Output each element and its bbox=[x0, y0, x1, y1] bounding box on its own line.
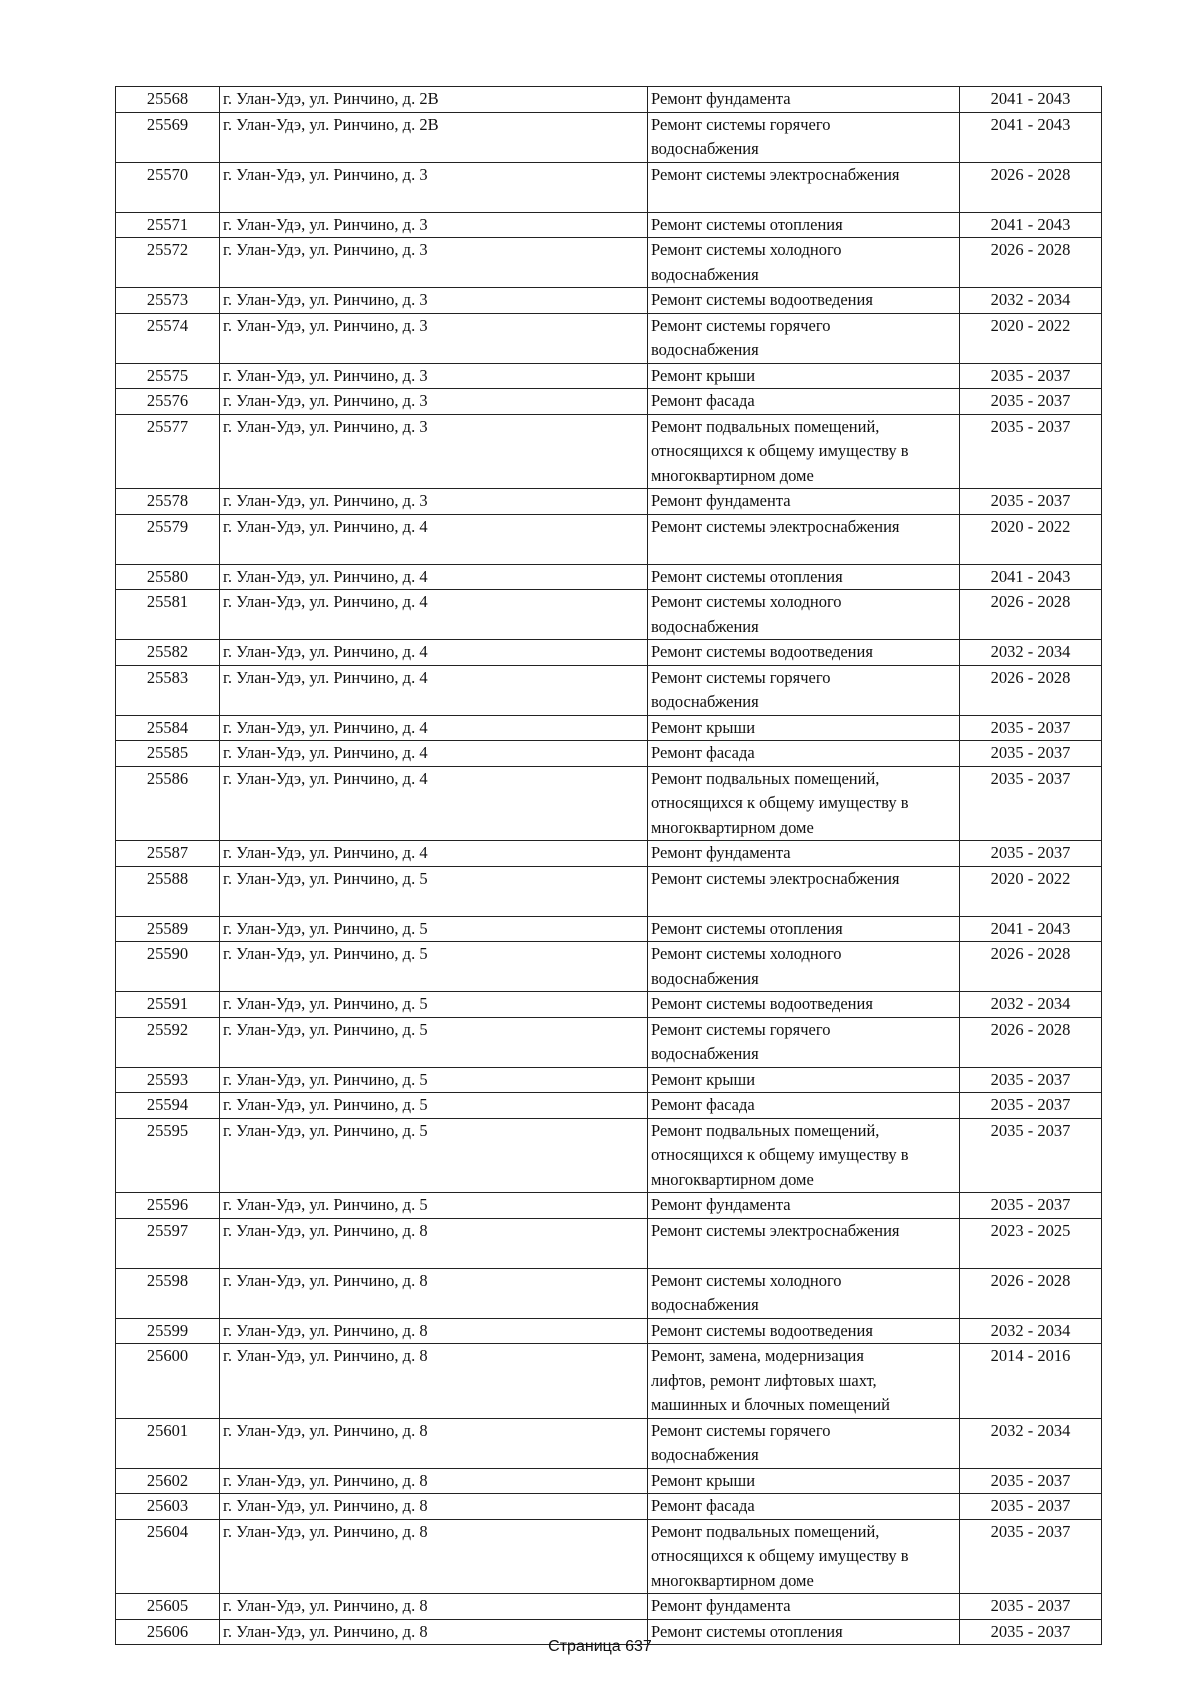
work-type-line: многоквартирном доме bbox=[651, 1169, 814, 1189]
row-number: 25583 bbox=[116, 665, 220, 715]
row-number: 25605 bbox=[116, 1594, 220, 1620]
table-row bbox=[116, 1594, 1102, 1620]
address-cell: г. Улан-Удэ, ул. Ринчино, д. 8 bbox=[220, 1468, 648, 1494]
row-number: 25570 bbox=[116, 162, 220, 212]
work-type-cell bbox=[648, 288, 960, 314]
table-row bbox=[116, 866, 1102, 916]
work-type-line: Ремонт системы электроснабжения bbox=[651, 868, 900, 888]
work-type-cell bbox=[648, 564, 960, 590]
period-cell: 2035 - 2037 bbox=[960, 414, 1102, 489]
table-row bbox=[116, 87, 1102, 113]
address-cell: г. Улан-Удэ, ул. Ринчино, д. 4 bbox=[220, 514, 648, 564]
period-cell: 2026 - 2028 bbox=[960, 942, 1102, 992]
work-type-line: относящихся к общему имуществу в bbox=[651, 1546, 909, 1565]
work-type-line: Ремонт фундамента bbox=[651, 1195, 791, 1214]
row-number: 25595 bbox=[116, 1118, 220, 1193]
period-cell: 2026 - 2028 bbox=[960, 590, 1102, 640]
work-type-line: Ремонт системы отопления bbox=[651, 214, 843, 234]
work-type-cell bbox=[648, 313, 960, 363]
work-type-line: водоснабжения bbox=[651, 1044, 759, 1063]
address-cell: г. Улан-Удэ, ул. Ринчино, д. 5 bbox=[220, 1118, 648, 1193]
work-type-cell bbox=[648, 766, 960, 841]
period-cell: 2035 - 2037 bbox=[960, 389, 1102, 415]
table-row bbox=[116, 489, 1102, 515]
address-cell: г. Улан-Удэ, ул. Ринчино, д. 5 bbox=[220, 1193, 648, 1219]
row-number: 25586 bbox=[116, 766, 220, 841]
table-row bbox=[116, 1118, 1102, 1193]
row-number: 25604 bbox=[116, 1519, 220, 1594]
address-cell: г. Улан-Удэ, ул. Ринчино, д. 5 bbox=[220, 866, 648, 916]
work-type-cell bbox=[648, 1318, 960, 1344]
work-type-cell bbox=[648, 212, 960, 238]
period-cell: 2020 - 2022 bbox=[960, 313, 1102, 363]
work-type-cell bbox=[648, 112, 960, 162]
work-type-cell bbox=[648, 1468, 960, 1494]
row-number: 25594 bbox=[116, 1093, 220, 1119]
row-number: 25568 bbox=[116, 87, 220, 113]
work-type-cell bbox=[648, 1268, 960, 1318]
row-number: 25598 bbox=[116, 1268, 220, 1318]
row-number: 25601 bbox=[116, 1418, 220, 1468]
table-row bbox=[116, 665, 1102, 715]
period-cell: 2035 - 2037 bbox=[960, 1519, 1102, 1594]
work-type-cell bbox=[648, 514, 960, 564]
period-cell: 2035 - 2037 bbox=[960, 741, 1102, 767]
address-cell: г. Улан-Удэ, ул. Ринчино, д. 4 bbox=[220, 564, 648, 590]
work-type-cell bbox=[648, 87, 960, 113]
work-type-line: Ремонт системы холодного bbox=[651, 592, 842, 611]
address-cell: г. Улан-Удэ, ул. Ринчино, д. 8 bbox=[220, 1494, 648, 1520]
address-cell: г. Улан-Удэ, ул. Ринчино, д. 3 bbox=[220, 389, 648, 415]
address-cell: г. Улан-Удэ, ул. Ринчино, д. 8 bbox=[220, 1268, 648, 1318]
table-row bbox=[116, 942, 1102, 992]
period-cell: 2035 - 2037 bbox=[960, 1619, 1102, 1645]
work-type-line: Ремонт крыши bbox=[651, 717, 756, 737]
work-type-cell bbox=[648, 640, 960, 666]
work-type-line: машинных и блочных помещений bbox=[651, 1395, 890, 1414]
work-type-cell bbox=[648, 665, 960, 715]
work-type-cell bbox=[648, 1193, 960, 1219]
table-row bbox=[116, 564, 1102, 590]
address-cell: г. Улан-Удэ, ул. Ринчино, д. 3 bbox=[220, 162, 648, 212]
row-number: 25571 bbox=[116, 212, 220, 238]
work-type-line: Ремонт фасада bbox=[651, 743, 755, 762]
period-cell: 2035 - 2037 bbox=[960, 1067, 1102, 1093]
row-number: 25574 bbox=[116, 313, 220, 363]
work-type-line: Ремонт системы водоотведения bbox=[651, 642, 873, 661]
table-row bbox=[116, 841, 1102, 867]
work-type-line: Ремонт фундамента bbox=[651, 89, 791, 108]
work-type-line: Ремонт фундамента bbox=[651, 491, 791, 510]
row-number: 25572 bbox=[116, 238, 220, 288]
table-row bbox=[116, 288, 1102, 314]
table-body bbox=[116, 87, 1102, 1645]
work-type-cell bbox=[648, 590, 960, 640]
table-row bbox=[116, 590, 1102, 640]
work-type-line: многоквартирном доме bbox=[651, 465, 814, 485]
row-number: 25603 bbox=[116, 1494, 220, 1520]
work-type-cell bbox=[648, 1594, 960, 1620]
row-number: 25587 bbox=[116, 841, 220, 867]
address-cell: г. Улан-Удэ, ул. Ринчино, д. 8 bbox=[220, 1218, 648, 1268]
work-type-cell bbox=[648, 363, 960, 389]
period-cell: 2041 - 2043 bbox=[960, 916, 1102, 942]
row-number: 25582 bbox=[116, 640, 220, 666]
row-number: 25569 bbox=[116, 112, 220, 162]
row-number: 25591 bbox=[116, 992, 220, 1018]
address-cell: г. Улан-Удэ, ул. Ринчино, д. 5 bbox=[220, 1093, 648, 1119]
row-number: 25602 bbox=[116, 1468, 220, 1494]
work-type-cell bbox=[648, 715, 960, 741]
work-type-cell bbox=[648, 389, 960, 415]
period-cell: 2035 - 2037 bbox=[960, 766, 1102, 841]
period-cell: 2035 - 2037 bbox=[960, 1118, 1102, 1193]
address-cell: г. Улан-Удэ, ул. Ринчино, д. 5 bbox=[220, 1017, 648, 1067]
period-cell: 2032 - 2034 bbox=[960, 1318, 1102, 1344]
work-type-cell bbox=[648, 238, 960, 288]
work-type-cell bbox=[648, 1494, 960, 1520]
row-number: 25584 bbox=[116, 715, 220, 741]
row-number: 25581 bbox=[116, 590, 220, 640]
work-type-line: Ремонт системы горячего bbox=[651, 315, 831, 335]
row-number: 25585 bbox=[116, 741, 220, 767]
address-cell: г. Улан-Удэ, ул. Ринчино, д. 3 bbox=[220, 212, 648, 238]
work-type-line: Ремонт системы холодного bbox=[651, 944, 842, 963]
work-type-line: относящихся к общему имуществу в bbox=[651, 441, 909, 460]
work-type-cell bbox=[648, 942, 960, 992]
table-row bbox=[116, 992, 1102, 1018]
address-cell: г. Улан-Удэ, ул. Ринчино, д. 4 bbox=[220, 640, 648, 666]
work-type-line: Ремонт системы водоотведения bbox=[651, 1320, 873, 1340]
work-type-cell bbox=[648, 1093, 960, 1119]
period-cell: 2035 - 2037 bbox=[960, 1468, 1102, 1494]
work-type-cell bbox=[648, 916, 960, 942]
table-row bbox=[116, 1494, 1102, 1520]
row-number: 25580 bbox=[116, 564, 220, 590]
work-type-line: водоснабжения bbox=[651, 1445, 759, 1464]
address-cell: г. Улан-Удэ, ул. Ринчино, д. 8 bbox=[220, 1344, 648, 1419]
period-cell: 2032 - 2034 bbox=[960, 640, 1102, 666]
work-type-line: Ремонт системы холодного bbox=[651, 240, 842, 259]
row-number: 25600 bbox=[116, 1344, 220, 1419]
table-row bbox=[116, 1268, 1102, 1318]
address-cell: г. Улан-Удэ, ул. Ринчино, д. 3 bbox=[220, 313, 648, 363]
table-row bbox=[116, 1093, 1102, 1119]
address-cell: г. Улан-Удэ, ул. Ринчино, д. 3 bbox=[220, 363, 648, 389]
work-type-line: Ремонт системы горячего bbox=[651, 667, 831, 687]
work-type-cell bbox=[648, 1017, 960, 1067]
row-number: 25606 bbox=[116, 1619, 220, 1645]
table-row bbox=[116, 640, 1102, 666]
address-cell: г. Улан-Удэ, ул. Ринчино, д. 8 bbox=[220, 1594, 648, 1620]
period-cell: 2032 - 2034 bbox=[960, 992, 1102, 1018]
period-cell: 2041 - 2043 bbox=[960, 564, 1102, 590]
period-cell: 2035 - 2037 bbox=[960, 1093, 1102, 1119]
period-cell: 2035 - 2037 bbox=[960, 1594, 1102, 1620]
table-row bbox=[116, 1193, 1102, 1219]
address-cell: г. Улан-Удэ, ул. Ринчино, д. 4 bbox=[220, 741, 648, 767]
period-cell: 2020 - 2022 bbox=[960, 866, 1102, 916]
period-cell: 2026 - 2028 bbox=[960, 238, 1102, 288]
period-cell: 2035 - 2037 bbox=[960, 1494, 1102, 1520]
address-cell: г. Улан-Удэ, ул. Ринчино, д. 4 bbox=[220, 665, 648, 715]
work-type-line: Ремонт системы холодного bbox=[651, 1270, 842, 1290]
work-type-line: Ремонт системы электроснабжения bbox=[651, 1220, 900, 1240]
work-type-line: относящихся к общему имуществу в bbox=[651, 1145, 909, 1164]
period-cell: 2041 - 2043 bbox=[960, 112, 1102, 162]
table-row bbox=[116, 1418, 1102, 1468]
table-row bbox=[116, 1344, 1102, 1419]
work-type-cell bbox=[648, 992, 960, 1018]
row-number: 25575 bbox=[116, 363, 220, 389]
work-type-line: Ремонт системы горячего bbox=[651, 1420, 831, 1440]
period-cell: 2032 - 2034 bbox=[960, 1418, 1102, 1468]
repair-schedule-table bbox=[115, 86, 1102, 1645]
work-type-line: многоквартирном доме bbox=[651, 1570, 814, 1590]
work-type-line: Ремонт подвальных помещений, bbox=[651, 416, 880, 436]
period-cell: 2035 - 2037 bbox=[960, 841, 1102, 867]
work-type-line: относящихся к общему имуществу в bbox=[651, 793, 909, 812]
address-cell: г. Улан-Удэ, ул. Ринчино, д. 4 bbox=[220, 841, 648, 867]
table-row bbox=[116, 1468, 1102, 1494]
address-cell: г. Улан-Удэ, ул. Ринчино, д. 5 bbox=[220, 916, 648, 942]
row-number: 25588 bbox=[116, 866, 220, 916]
row-number: 25577 bbox=[116, 414, 220, 489]
table-row bbox=[116, 715, 1102, 741]
work-type-line: Ремонт системы горячего bbox=[651, 1019, 831, 1039]
work-type-line: многоквартирном доме bbox=[651, 817, 814, 837]
work-type-line: Ремонт системы водоотведения bbox=[651, 290, 873, 309]
work-type-line: водоснабжения bbox=[651, 340, 759, 359]
period-cell: 2020 - 2022 bbox=[960, 514, 1102, 564]
row-number: 25596 bbox=[116, 1193, 220, 1219]
address-cell: г. Улан-Удэ, ул. Ринчино, д. 3 bbox=[220, 414, 648, 489]
work-type-cell bbox=[648, 1067, 960, 1093]
period-cell: 2032 - 2034 bbox=[960, 288, 1102, 314]
address-cell: г. Улан-Удэ, ул. Ринчино, д. 3 bbox=[220, 238, 648, 288]
period-cell: 2041 - 2043 bbox=[960, 212, 1102, 238]
table-row bbox=[116, 916, 1102, 942]
work-type-line: Ремонт подвальных помещений, bbox=[651, 768, 880, 788]
work-type-cell bbox=[648, 1118, 960, 1193]
work-type-line: Ремонт системы электроснабжения bbox=[651, 516, 900, 536]
table-row bbox=[116, 363, 1102, 389]
address-cell: г. Улан-Удэ, ул. Ринчино, д. 4 bbox=[220, 715, 648, 741]
work-type-line: Ремонт системы электроснабжения bbox=[651, 164, 900, 184]
row-number: 25578 bbox=[116, 489, 220, 515]
period-cell: 2035 - 2037 bbox=[960, 1193, 1102, 1219]
work-type-line: водоснабжения bbox=[651, 264, 759, 284]
work-type-line: водоснабжения bbox=[651, 692, 759, 711]
period-cell: 2035 - 2037 bbox=[960, 489, 1102, 515]
period-cell: 2035 - 2037 bbox=[960, 363, 1102, 389]
work-type-line: Ремонт системы водоотведения bbox=[651, 994, 873, 1013]
work-type-line: Ремонт подвальных помещений, bbox=[651, 1521, 880, 1541]
row-number: 25593 bbox=[116, 1067, 220, 1093]
work-type-line: водоснабжения bbox=[651, 139, 759, 158]
row-number: 25576 bbox=[116, 389, 220, 415]
table-row bbox=[116, 766, 1102, 841]
table-row bbox=[116, 1067, 1102, 1093]
address-cell: г. Улан-Удэ, ул. Ринчино, д. 3 bbox=[220, 489, 648, 515]
work-type-line: Ремонт фундамента bbox=[651, 1596, 791, 1615]
work-type-cell bbox=[648, 1519, 960, 1594]
table-row bbox=[116, 1318, 1102, 1344]
address-cell: г. Улан-Удэ, ул. Ринчино, д. 4 bbox=[220, 590, 648, 640]
address-cell: г. Улан-Удэ, ул. Ринчино, д. 8 bbox=[220, 1519, 648, 1594]
address-cell: г. Улан-Удэ, ул. Ринчино, д. 8 bbox=[220, 1418, 648, 1468]
work-type-line: Ремонт, замена, модернизация bbox=[651, 1346, 864, 1365]
table-row bbox=[116, 389, 1102, 415]
work-type-cell bbox=[648, 489, 960, 515]
work-type-cell bbox=[648, 841, 960, 867]
table-row bbox=[116, 162, 1102, 212]
work-type-line: Ремонт системы горячего bbox=[651, 114, 831, 134]
address-cell: г. Улан-Удэ, ул. Ринчино, д. 8 bbox=[220, 1318, 648, 1344]
table-row bbox=[116, 514, 1102, 564]
period-cell: 2026 - 2028 bbox=[960, 1017, 1102, 1067]
table-row bbox=[116, 741, 1102, 767]
work-type-line: Ремонт крыши bbox=[651, 1069, 756, 1089]
row-number: 25597 bbox=[116, 1218, 220, 1268]
address-cell: г. Улан-Удэ, ул. Ринчино, д. 5 bbox=[220, 942, 648, 992]
period-cell: 2023 - 2025 bbox=[960, 1218, 1102, 1268]
work-type-cell bbox=[648, 741, 960, 767]
period-cell: 2026 - 2028 bbox=[960, 1268, 1102, 1318]
work-type-line: Ремонт фасада bbox=[651, 391, 755, 410]
row-number: 25573 bbox=[116, 288, 220, 314]
period-cell: 2026 - 2028 bbox=[960, 162, 1102, 212]
work-type-line: Ремонт системы отопления bbox=[651, 566, 843, 586]
table-row bbox=[116, 1519, 1102, 1594]
work-type-cell bbox=[648, 1418, 960, 1468]
table-row bbox=[116, 238, 1102, 288]
work-type-cell bbox=[648, 162, 960, 212]
page-number: Страница 637 bbox=[548, 1638, 652, 1655]
work-type-line: Ремонт крыши bbox=[651, 1470, 756, 1490]
table-row bbox=[116, 212, 1102, 238]
address-cell: г. Улан-Удэ, ул. Ринчино, д. 8 bbox=[220, 1619, 648, 1645]
table-row bbox=[116, 1218, 1102, 1268]
address-cell: г. Улан-Удэ, ул. Ринчино, д. 5 bbox=[220, 1067, 648, 1093]
work-type-line: Ремонт системы отопления bbox=[651, 1621, 843, 1641]
table-row bbox=[116, 1017, 1102, 1067]
row-number: 25579 bbox=[116, 514, 220, 564]
work-type-cell bbox=[648, 414, 960, 489]
address-cell: г. Улан-Удэ, ул. Ринчино, д. 2В bbox=[220, 87, 648, 113]
work-type-line: Ремонт фасада bbox=[651, 1095, 755, 1114]
work-type-line: лифтов, ремонт лифтовых шахт, bbox=[651, 1370, 877, 1390]
work-type-line: Ремонт системы отопления bbox=[651, 918, 843, 938]
address-cell: г. Улан-Удэ, ул. Ринчино, д. 3 bbox=[220, 288, 648, 314]
row-number: 25589 bbox=[116, 916, 220, 942]
work-type-line: Ремонт фундамента bbox=[651, 843, 791, 862]
work-type-line: водоснабжения bbox=[651, 616, 759, 636]
row-number: 25592 bbox=[116, 1017, 220, 1067]
address-cell: г. Улан-Удэ, ул. Ринчино, д. 4 bbox=[220, 766, 648, 841]
row-number: 25599 bbox=[116, 1318, 220, 1344]
work-type-cell bbox=[648, 1218, 960, 1268]
period-cell: 2026 - 2028 bbox=[960, 665, 1102, 715]
work-type-cell bbox=[648, 1344, 960, 1419]
period-cell: 2014 - 2016 bbox=[960, 1344, 1102, 1419]
work-type-line: Ремонт фасада bbox=[651, 1496, 755, 1515]
table-row bbox=[116, 414, 1102, 489]
work-type-line: Ремонт подвальных помещений, bbox=[651, 1120, 880, 1140]
work-type-line: Ремонт крыши bbox=[651, 365, 756, 385]
row-number: 25590 bbox=[116, 942, 220, 992]
work-type-line: водоснабжения bbox=[651, 968, 759, 988]
work-type-line: водоснабжения bbox=[651, 1295, 759, 1314]
period-cell: 2041 - 2043 bbox=[960, 87, 1102, 113]
address-cell: г. Улан-Удэ, ул. Ринчино, д. 2В bbox=[220, 112, 648, 162]
table-row bbox=[116, 313, 1102, 363]
work-type-cell bbox=[648, 866, 960, 916]
address-cell: г. Улан-Удэ, ул. Ринчино, д. 5 bbox=[220, 992, 648, 1018]
period-cell: 2035 - 2037 bbox=[960, 715, 1102, 741]
table-row bbox=[116, 112, 1102, 162]
